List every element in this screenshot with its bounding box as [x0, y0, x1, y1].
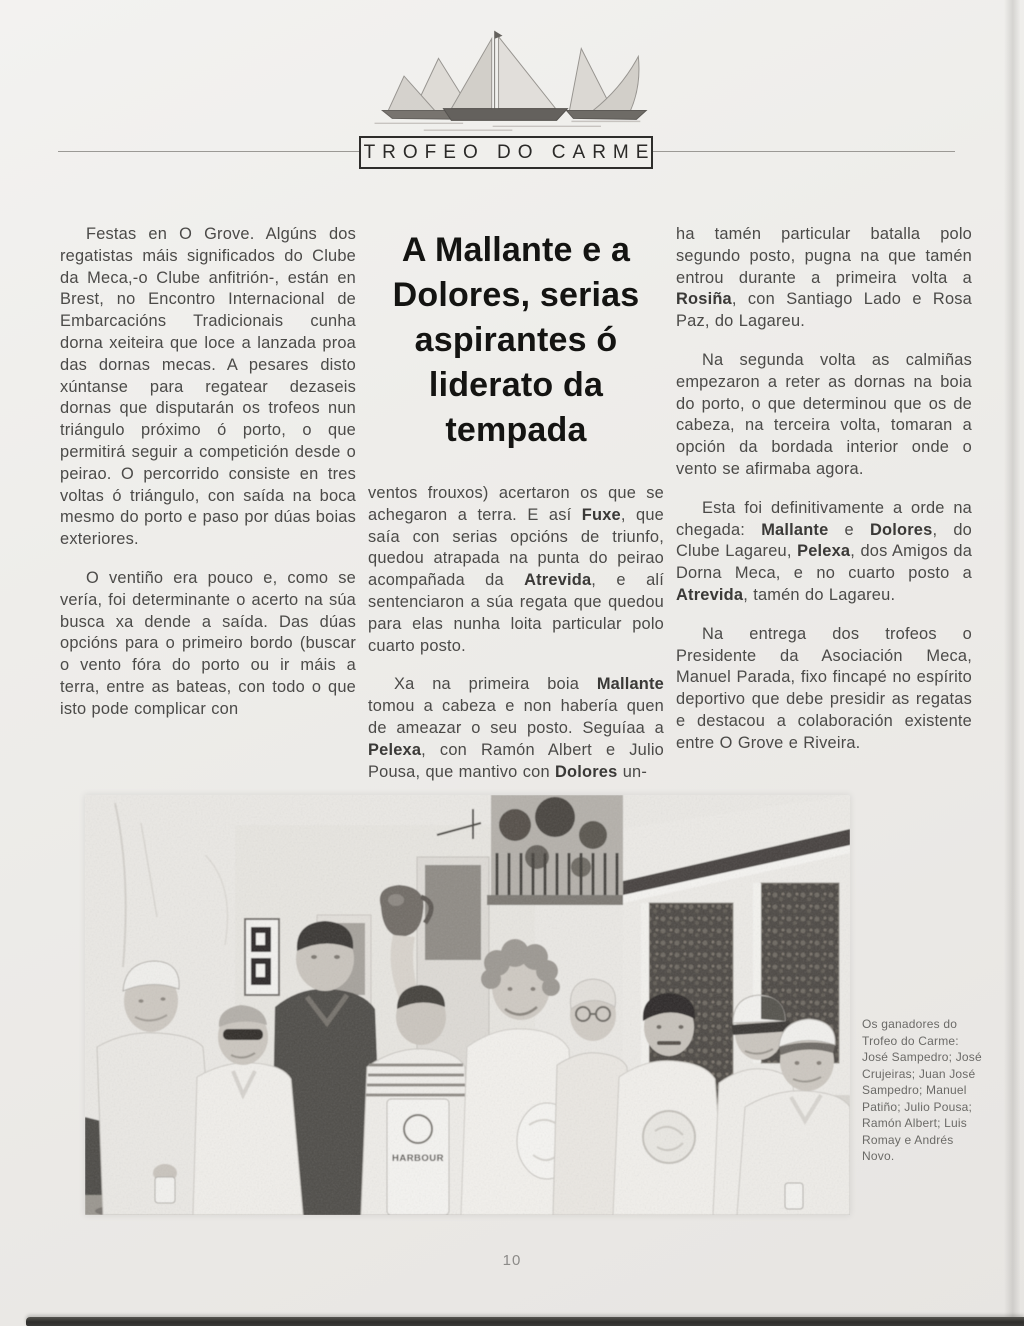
shirt-text: HARBOUR — [391, 1153, 445, 1164]
article-column-2 — [368, 224, 664, 800]
paragraph: Na entrega dos trofeos o Presidente da Asociación Meca, Manuel Parada, fixo fincapé no espírito deportivo que debe presidir as regatas e destacou a colaboración existente entre O Grove e Riveira. — [676, 624, 972, 752]
page-edge-shadow — [1004, 0, 1020, 1326]
photo-caption: Os ganadores do Trofeo do Carme: José Sampedro; José Crujeiras; Juan José Sampedro; Manuel Patiño; Julio Pousa; Ramón Albert; Luis Romay e Andrés Novo. — [862, 1017, 982, 1163]
headline-line: Dolores, serias — [392, 276, 640, 314]
paragraph: O ventiño era pouco e, como se vería, foi determinante o acerto na súa busca xa dende a saída. Das dúas opcións para o primeiro bordo (buscar o vento fóra do porto ou ir máis a terra, entre as bateas, con todo o que isto pode complicar con — [60, 568, 356, 718]
paragraph: ha tamén particular batalla polo segundo posto, pugna na que tamén entrou durante a primeira volta a Rosiña, con Santiago Lado e Rosa Paz, do Lagareu. — [676, 225, 972, 331]
section-title: TROFEO DO CARME — [363, 141, 656, 163]
page-number: 10 — [502, 1252, 522, 1269]
section-title-box — [359, 136, 656, 169]
paragraph: ventos frouxos) acertaron os que se achegaron a terra. E así Fuxe, que saía con serias opcións de triunfo, quedou atrapada na punta do peirao acompañada da Atrevida, e alí sentenciaron a súa regata que quedou para elas nunha loita particular polo cuarto posto. — [368, 484, 664, 655]
headline-line: tempada — [445, 411, 587, 449]
paragraph: Festas en O Grove. Algúns dos regatistas máis significados do Clube da Meca,-o Clube anfitrión-, están en Brest, no Encontro Internacional de Embarcacións Tradicionais cunha dorna xeiteira que loce a lanzada proa das dornas mecas. A pesares disto xúntanse para regatear dezaseis dornas que disputarán os trofeos nun triángulo próximo ó porto, o que permitirá seguir a competición desde o peirao. O percorrido consiste en tres voltas ó triángulo, con saída na boca mesmo do porto e paso por dúas boias exteriores. — [60, 225, 356, 549]
paragraph: Esta foi definitivamente a orde na chegada: Mallante e Dolores, do Clube Lagareu, Pelexa, dos Amigos da Dorna Meca, e no cuarto posto a Atrevida, tamén do Lagareu. — [676, 498, 973, 604]
regatta-winners-photo — [85, 795, 850, 1215]
photo-grain — [85, 795, 850, 1215]
headline-line: liderato da — [428, 366, 604, 404]
article-body — [60, 224, 972, 800]
headline-line: A Mallante e a — [401, 231, 631, 269]
article-column-3 — [676, 224, 972, 800]
bottom-page-edge — [26, 1317, 1024, 1326]
dorna-sailboats-sketch-icon — [345, 26, 660, 138]
paragraph: Xa na primeira boia Mallante tomou a cabeza e non habería quen de ameazar o seu posto. Seguíaa a Pelexa, con Ramón Albert e Julio Pousa, que mantivo con Dolores un- — [368, 675, 664, 781]
article-headline — [368, 228, 664, 453]
paragraph: Na segunda volta as calmiñas empezaron a reter as dornas na boia do porto, o que determinou que os de cabeza, na terceira volta, tomaran a opción da bordada interior onde o vento se afirmaba agora. — [676, 350, 972, 478]
article-column-1 — [60, 224, 356, 800]
headline-line: aspirantes ó — [414, 321, 618, 359]
